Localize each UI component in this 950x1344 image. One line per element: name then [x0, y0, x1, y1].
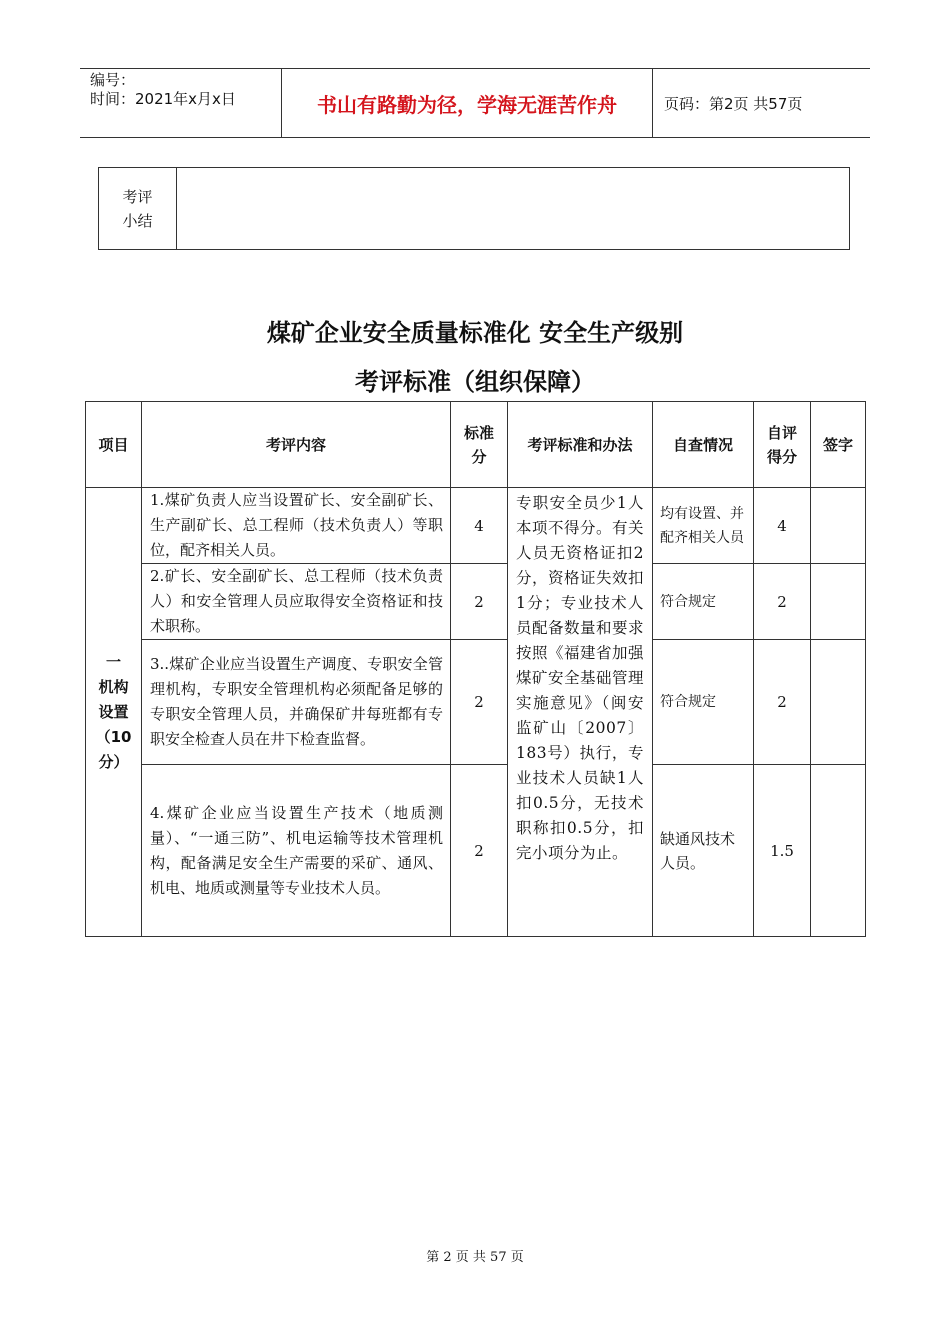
self-score-cell: 2 [754, 640, 811, 765]
summary-label-line2: 小结 [122, 211, 153, 230]
signature-cell[interactable] [811, 488, 866, 564]
standard-score-cell: 4 [451, 488, 508, 564]
self-check-cell: 缺通风技术人员。 [653, 765, 754, 937]
motto: 书山有路勤为径，学海无涯苦作舟 [281, 69, 653, 137]
header-method: 考评标准和办法 [508, 402, 653, 488]
table-row [86, 640, 866, 765]
header-self-check: 自查情况 [653, 402, 754, 488]
table-row [86, 765, 866, 937]
table-row [86, 488, 866, 564]
page-info: 页码：第2页 共57页 [664, 95, 803, 113]
standard-score-cell: 2 [451, 564, 508, 640]
header-content: 考评内容 [142, 402, 451, 488]
document-title: 煤矿企业安全质量标准化 安全生产级别 [266, 319, 684, 347]
self-score-cell: 2 [754, 564, 811, 640]
number-label: 编号： [90, 71, 136, 89]
table-row [86, 564, 866, 640]
header-self-score: 自评 得分 [754, 402, 811, 488]
project-cell: 一 机构 设置 （10 分） [86, 488, 142, 937]
time-label: 时间：2021年x月x日 [90, 90, 236, 108]
content-cell: 3..煤矿企业应当设置生产调度、专职安全管理机构，专职安全管理机构必须配备足够的专职安全管理人员，并确保矿井每班都有专职安全检查人员在井下检查监督。 [142, 640, 451, 765]
content-cell: 1.煤矿负责人应当设置矿长、安全副矿长、生产副矿长、总工程师（技术负责人）等职位，配齐相关人员。 [142, 488, 451, 564]
summary-label-line1: 考评 [122, 187, 153, 206]
self-score-cell: 1.5 [754, 765, 811, 937]
self-check-cell: 符合规定 [653, 564, 754, 640]
evaluation-summary-box [98, 167, 850, 250]
page-footer: 第 2 页 共 57 页 [426, 1250, 524, 1265]
header-meta [90, 71, 236, 109]
signature-cell[interactable] [811, 564, 866, 640]
document-header [80, 68, 870, 138]
signature-cell[interactable] [811, 765, 866, 937]
signature-cell[interactable] [811, 640, 866, 765]
table-header-row [86, 402, 866, 488]
self-check-cell: 均有设置、并配齐相关人员 [653, 488, 754, 564]
standard-score-cell: 2 [451, 765, 508, 937]
header-standard-score: 标准 分 [451, 402, 508, 488]
method-cell: 专职安全员少1人本项不得分。有关人员无资格证扣2分，资格证失效扣1分；专业技术人员配备数量和要求按照《福建省加强煤矿安全基础管理实施意见》（闽安监矿山〔2007〕183号）执行，专业技术人员缺1人扣0.5分，无技术职称扣0.5分，扣完小项分为止。 [508, 488, 653, 937]
document-subtitle: 考评标准（组织保障） [355, 368, 595, 396]
content-cell: 2.矿长、安全副矿长、总工程师（技术负责人）和安全管理人员应取得安全资格证和技术职称。 [142, 564, 451, 640]
header-project: 项目 [86, 402, 142, 488]
summary-label [99, 168, 177, 249]
self-check-cell: 符合规定 [653, 640, 754, 765]
header-signature: 签字 [811, 402, 866, 488]
content-cell: 4.煤矿企业应当设置生产技术（地质测量）、“一通三防”、机电运输等技术管理机构，配备满足安全生产需要的采矿、通风、机电、地质或测量等专业技术人员。 [142, 765, 451, 937]
evaluation-table [85, 401, 866, 937]
standard-score-cell: 2 [451, 640, 508, 765]
self-score-cell: 4 [754, 488, 811, 564]
